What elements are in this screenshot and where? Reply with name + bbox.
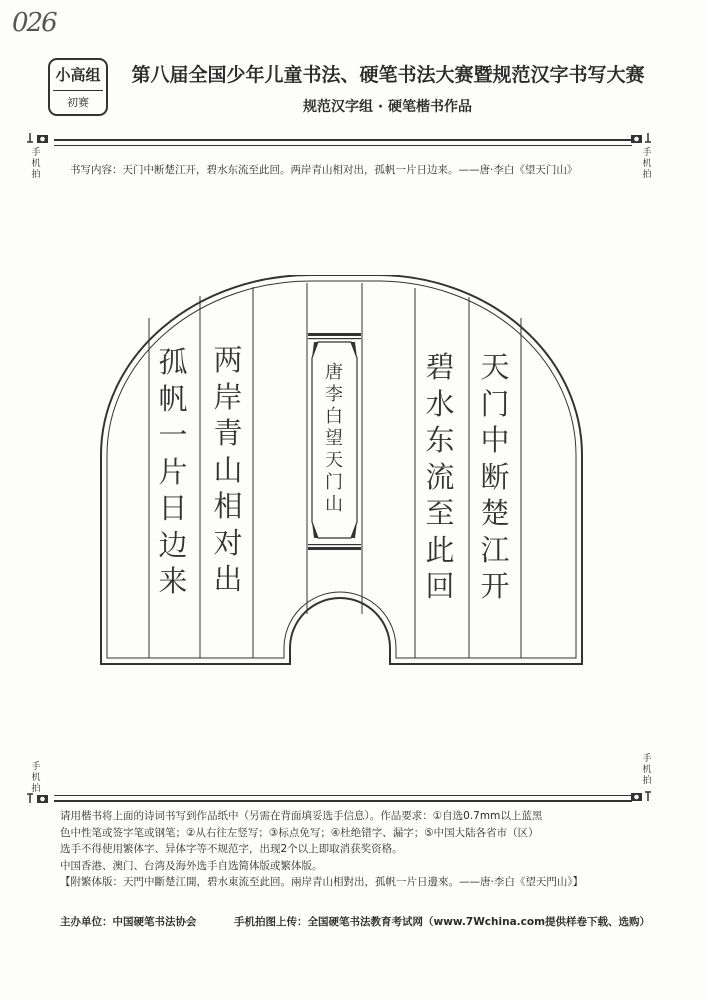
artwork-character: 断 [480,459,510,494]
artwork-character: 回 [425,569,455,603]
upload-info: 手机拍图上传：全国硬笔书法教育考试网（www.7Wchina.com提供样卷下载、选购） [234,916,651,928]
artwork-character: 东 [425,423,455,457]
bottom-rule-thin [54,795,632,796]
artwork-character: 帆 [158,381,188,416]
instruction-line: 【附繁体版：天門中斷楚江開，碧水東流至此回。兩岸青山相對出，孤帆一片日邊來。——唐·李白《望天門山》】 [60,876,584,888]
artwork-character: 出 [213,562,243,596]
page-subtitle: 规范汉字组 · 硬笔楷书作品 [302,99,473,115]
camera-icon [26,792,50,804]
artwork-character: 门 [480,386,510,421]
artwork-character: 中 [480,423,510,457]
phone-photo-note-top-left: 手机拍 [31,148,41,180]
camera-mark-top-left [26,132,50,147]
page-title: 第八届全国少年儿童书法、硬笔书法大赛暨规范汉字书写大赛 [131,64,645,86]
artwork-character: 边 [158,527,188,562]
badge-divider [53,90,103,91]
artwork-character: 青 [213,416,243,450]
signature-character: 门 [325,472,343,493]
bottom-rule [54,800,632,802]
organizer: 主办单位：中国硬笔书法协会 [60,916,197,928]
camera-mark-bottom-left [26,792,50,807]
artwork-character: 此 [425,532,455,567]
artwork-character: 开 [480,569,510,603]
signature-character: 望 [325,428,343,449]
camera-icon [630,790,654,802]
group-label: 小高组 [55,66,101,84]
top-rule-thin [54,145,632,146]
instruction-line: 色中性笔或签字笔或钢笔；②从右往左竖写；③标点免写；④杜绝错字、漏字；⑤中国大陆各省市（区） [60,826,539,839]
phone-photo-note-top-right: 手机拍 [642,148,652,180]
signature-character: 白 [325,406,343,427]
signature-character: 李 [325,384,343,405]
artwork-character: 天 [480,350,510,384]
artwork-character: 对 [213,525,243,560]
artwork-character: 一 [158,418,188,452]
signature-character: 唐 [325,362,343,383]
artwork-character: 片 [158,454,188,489]
phone-photo-note-bottom-right: 手机拍 [642,754,652,786]
top-rule [54,139,632,141]
artwork-character: 来 [158,564,188,598]
instructions [60,808,620,891]
artwork-character: 相 [213,489,243,523]
camera-icon [630,132,654,144]
artwork-character: 流 [425,459,455,494]
instruction-line: 请用楷书将上面的诗词书写到作品纸中（另需在背面填妥选手信息）。作品要求：①自选0.7mm以上蓝黑 [60,810,543,822]
artwork-character: 至 [425,496,455,530]
instruction-line: 中国香港、澳门、台湾及海外选手自选简体版或繁体版。 [60,859,323,872]
artwork-character: 水 [425,386,455,421]
artwork-character: 碧 [425,350,455,384]
serial-number: 026 [12,8,56,38]
instruction-line: 选手不得使用繁体字、异体字等不规范字，出现2个以上即取消获奖资格。 [60,843,403,855]
camera-mark-bottom-right [630,790,654,805]
camera-mark-top-right [630,132,654,147]
content-line: 书写内容：天门中断楚江开，碧水东流至此回。两岸青山相对出，孤帆一片日边来。——唐·李白《望天门山》 [70,164,578,176]
camera-icon [26,132,50,144]
artwork-character: 孤 [158,345,188,379]
artwork-character: 岸 [213,379,243,414]
artwork-character: 两 [213,343,243,377]
signature-character: 天 [325,450,343,471]
artwork-character: 山 [213,452,243,487]
artwork-character: 楚 [480,496,510,530]
stage-label: 初赛 [67,96,89,109]
phone-photo-note-bottom-left: 手机拍 [31,762,41,794]
signature-character: 山 [325,494,343,515]
artwork-character: 江 [480,532,510,567]
group-badge [48,58,108,116]
artwork-character: 日 [158,491,188,525]
